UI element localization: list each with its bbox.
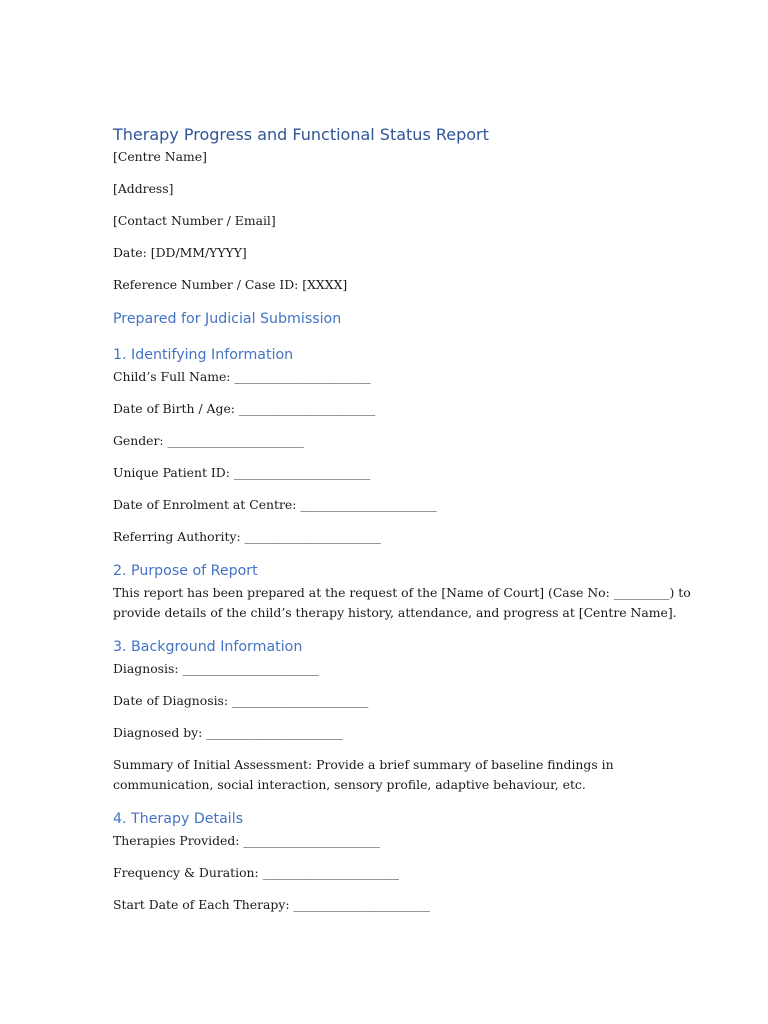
contact-line: [Contact Number / Email]: [113, 213, 276, 228]
date-of-enrolment-field: Date of Enrolment at Centre: ______________________: [113, 497, 437, 512]
date-line: Date: [DD/MM/YYYY]: [113, 245, 247, 260]
document-content: [113, 124, 691, 915]
start-date-field: Start Date of Each Therapy: ______________________: [113, 897, 430, 912]
purpose-paragraph: [113, 583, 691, 623]
frequency-duration-field: Frequency & Duration: ______________________: [113, 865, 399, 880]
report-title: Therapy Progress and Functional Status Report: [113, 125, 489, 144]
section-therapy-heading: 4. Therapy Details: [113, 811, 244, 827]
summary-text-line-1: Summary of Initial Assessment: Provide a brief summary of baseline findings in: [113, 757, 614, 772]
summary-text-line-2: communication, social interaction, sensory profile, adaptive behaviour, etc.: [113, 777, 586, 792]
section-purpose-heading: 2. Purpose of Report: [113, 563, 258, 579]
therapies-provided-field: Therapies Provided: ______________________: [113, 833, 380, 848]
unique-patient-id-field: Unique Patient ID: ______________________: [113, 465, 371, 480]
diagnosed-by-field: Diagnosed by: ______________________: [113, 725, 343, 740]
date-of-birth-field: Date of Birth / Age: ______________________: [113, 401, 376, 416]
date-of-diagnosis-field: Date of Diagnosis: ______________________: [113, 693, 369, 708]
referring-authority-field: Referring Authority: ______________________: [113, 529, 381, 544]
purpose-text-line-1: This report has been prepared at the request of the [Name of Court] (Case No: _________) to: [113, 585, 691, 600]
subtitle-heading: Prepared for Judicial Submission: [113, 311, 342, 327]
section-identifying-heading: 1. Identifying Information: [113, 347, 294, 363]
diagnosis-field: Diagnosis: ______________________: [113, 661, 319, 676]
section-background-heading: 3. Background Information: [113, 639, 303, 655]
address-line: [Address]: [113, 181, 174, 196]
childs-full-name-field: Child’s Full Name: ______________________: [113, 369, 371, 384]
gender-field: Gender: ______________________: [113, 433, 304, 448]
centre-name-line: [Centre Name]: [113, 149, 207, 164]
reference-line: Reference Number / Case ID: [XXXX]: [113, 277, 348, 292]
initial-assessment-summary: [113, 755, 653, 795]
purpose-text-line-2: provide details of the child’s therapy history, attendance, and progress at [Centre Name].: [113, 605, 677, 620]
